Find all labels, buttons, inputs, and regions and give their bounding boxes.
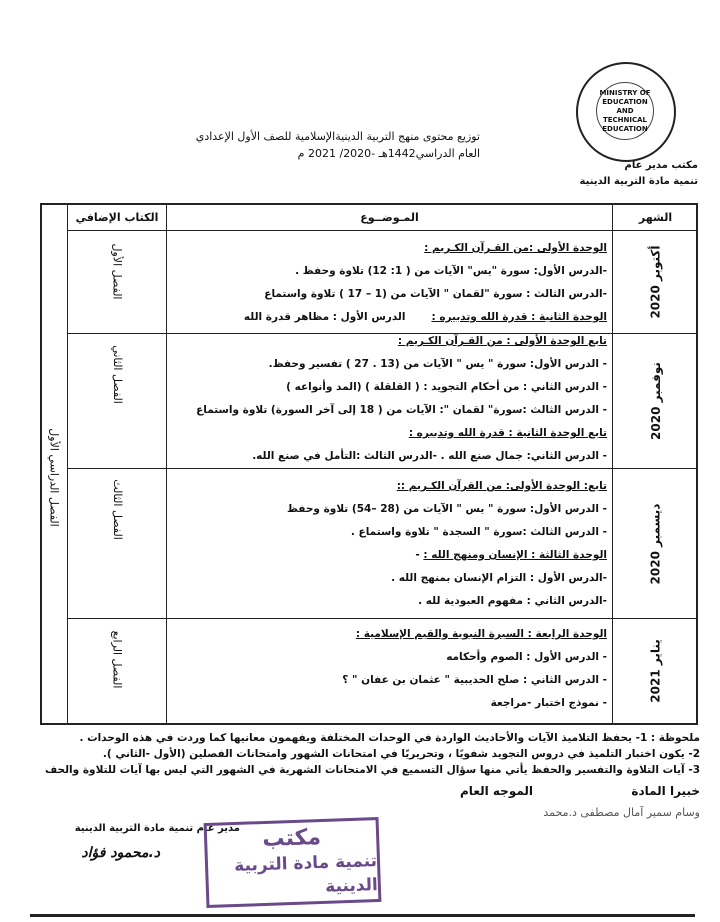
- inspector-title: الموجه العام: [460, 784, 533, 798]
- document-title-line2: العام الدراسي1442هـ -2020/ 2021 م: [297, 147, 480, 160]
- quarter-cell: [68, 334, 166, 468]
- lesson-line: - الدرس الثالث :سورة " السجدة " تلاوة واستماع .: [350, 526, 607, 538]
- header-topic: المـوضــوع: [360, 211, 419, 224]
- lesson-line: -الدرس الأول: سورة "يس" الآيات من ( 1: 12) تلاوة وحفظ .: [295, 265, 607, 277]
- note-line: 2- يكون اختبار التلميذ في دروس التجويد شفويًا ، وتحريريًا في امتحانات الشهور وامتحانات الفصلين (الأول -الثاني ).: [102, 748, 700, 760]
- topic-cell: [167, 330, 607, 468]
- month-label: نوفمبر 2020: [648, 362, 663, 440]
- topic-cell: [167, 475, 607, 613]
- unit-heading: الوحدة الرابعة : السيرة النبوية والقيم الإسلامية :: [355, 628, 607, 640]
- month-cell: [613, 334, 698, 468]
- unit-heading: الوحدة الثالثة : الإنسان ومنهج الله :: [423, 549, 607, 561]
- unit-heading: تابع الوحدة الأولى : من القـرآن الكـريم :: [397, 335, 607, 347]
- lesson-line: - الدرس الأول: سورة " يس " الآيات من (13 . 27 ) تفسير وحفظ.: [268, 358, 607, 370]
- ministry-seal-emblem: [596, 82, 654, 140]
- unit-heading: تابع الوحدة الثانية : قدرة الله وتدبيره :: [408, 427, 607, 439]
- office-name: [548, 158, 698, 190]
- month-cell: [613, 619, 698, 723]
- semester-label-text: الفصل الدراسي الأول: [48, 427, 61, 527]
- bottom-rule: [30, 914, 695, 917]
- quarter-label: الفصل الثالث: [110, 479, 124, 540]
- header-month: الشهر: [638, 211, 673, 224]
- lesson-line: - الدرس الأول : الصوم وأحكامه: [446, 651, 607, 663]
- quarter-cell: [68, 469, 166, 618]
- document-title-line1: توزيع محتوى منهج التربية الدينيةالإسلامية للصف الأول الإعدادي: [195, 130, 480, 143]
- general-manager-title: مدير عام تنمية مادة التربية الدينية: [74, 823, 240, 834]
- signature-titles: [260, 784, 700, 798]
- lesson-line: -الدرس الثاني : مفهوم العبودية لله .: [418, 595, 607, 607]
- month-label: يناير 2021: [648, 639, 663, 703]
- quarter-label: الفصل الثاني: [110, 345, 124, 404]
- office-name-line2: تنمية مادة التربية الدينية: [579, 176, 698, 187]
- lesson-line: - الدرس الأول: سورة " يس " الآيات من (28 –54) تلاوة وحفظ: [287, 503, 607, 515]
- quarter-cell: [68, 619, 166, 723]
- month-label: أكتوبر 2020: [648, 245, 663, 319]
- heading-dash: -: [415, 549, 420, 561]
- note-line: 3- آيات التلاوة والتفسير والحفظ يأتي منها سؤال التسميع في الامتحانات الشهرية في الشهور التي ليس بها آيات للتلاوة والحف: [45, 764, 700, 776]
- month-cell: [613, 469, 698, 618]
- expert-title: خبيرا المادة: [631, 784, 700, 798]
- unit-heading-with-lesson: [167, 306, 607, 329]
- quarter-cell: [68, 231, 166, 333]
- notes-block: [30, 730, 700, 778]
- handwritten-signature: د.محمود فؤاد: [81, 845, 160, 861]
- unit-heading: تابع: الوحدة الأولى: من القرآن الكـريم ::: [396, 480, 607, 492]
- header-extra-book: الكتاب الإضافي: [75, 211, 159, 224]
- office-name-line1: مكتب مدير عام: [624, 160, 698, 171]
- document-title: [180, 128, 480, 162]
- topic-cell: [167, 623, 607, 715]
- signature-names: وسام سمير آمال مصطفى د.محمد: [543, 806, 700, 819]
- topic-cell: [167, 237, 607, 329]
- curriculum-table: [40, 203, 698, 725]
- note-line: ملحوظة : 1- يحفظ التلاميذ الآيات والأحاديث الواردة في الوحدات المختلفة ويفهمون معانيها كما وردت في هذه الوحدات .: [79, 732, 700, 744]
- month-label: ديسمبر 2020: [648, 503, 663, 584]
- ministry-seal-text: MINISTRY OF EDUCATION AND TECHNICAL EDUCATION: [599, 88, 651, 133]
- unit-heading-with-dash: [167, 544, 607, 567]
- quarter-label: الفصل الرابع: [110, 630, 124, 689]
- lesson-line: - الدرس الثاني : من أحكام التجويد : ( القلقلة ) (المد وأنواعه ): [286, 381, 607, 393]
- lesson-line: - الدرس الثاني: جمال صنع الله . -الدرس الثالث :التأمل في صنع الله.: [252, 450, 607, 462]
- lesson-line: -الدرس الثالث : سورة "لقمان " الآيات من (1 – 17 ) تلاوة واستماع: [264, 288, 607, 300]
- lesson-line: - نموذج اختبار -مراجعة: [490, 697, 607, 709]
- lesson-line: -الدرس الأول : التزام الإنسان بمنهج الله .: [391, 572, 607, 584]
- unit-heading: الوحدة الأولى :من القـرآن الكـريم :: [424, 242, 607, 254]
- semester-label: [42, 231, 67, 723]
- unit-heading: الوحدة الثانية : قدرة الله وتدبيره :: [431, 311, 607, 323]
- lesson-line: - الدرس الثالث :سورة" لقمان ": الآيات من ( 18 إلى آخر السورة) تلاوة واستماع: [196, 404, 607, 416]
- lesson-line: - الدرس الثاني : صلح الحديبية " عثمان بن عفان " ؟: [342, 674, 607, 686]
- lesson-line: الدرس الأول : مظاهر قدرة الله: [243, 311, 406, 323]
- stamp-line1: مكتب: [261, 824, 322, 852]
- stamp-line2: تنمية مادة التربية الدينية: [233, 850, 379, 897]
- ministry-seal: [576, 62, 676, 162]
- office-stamp: [204, 817, 382, 908]
- month-cell: [613, 231, 698, 333]
- quarter-label: الفصل الأول: [110, 243, 124, 300]
